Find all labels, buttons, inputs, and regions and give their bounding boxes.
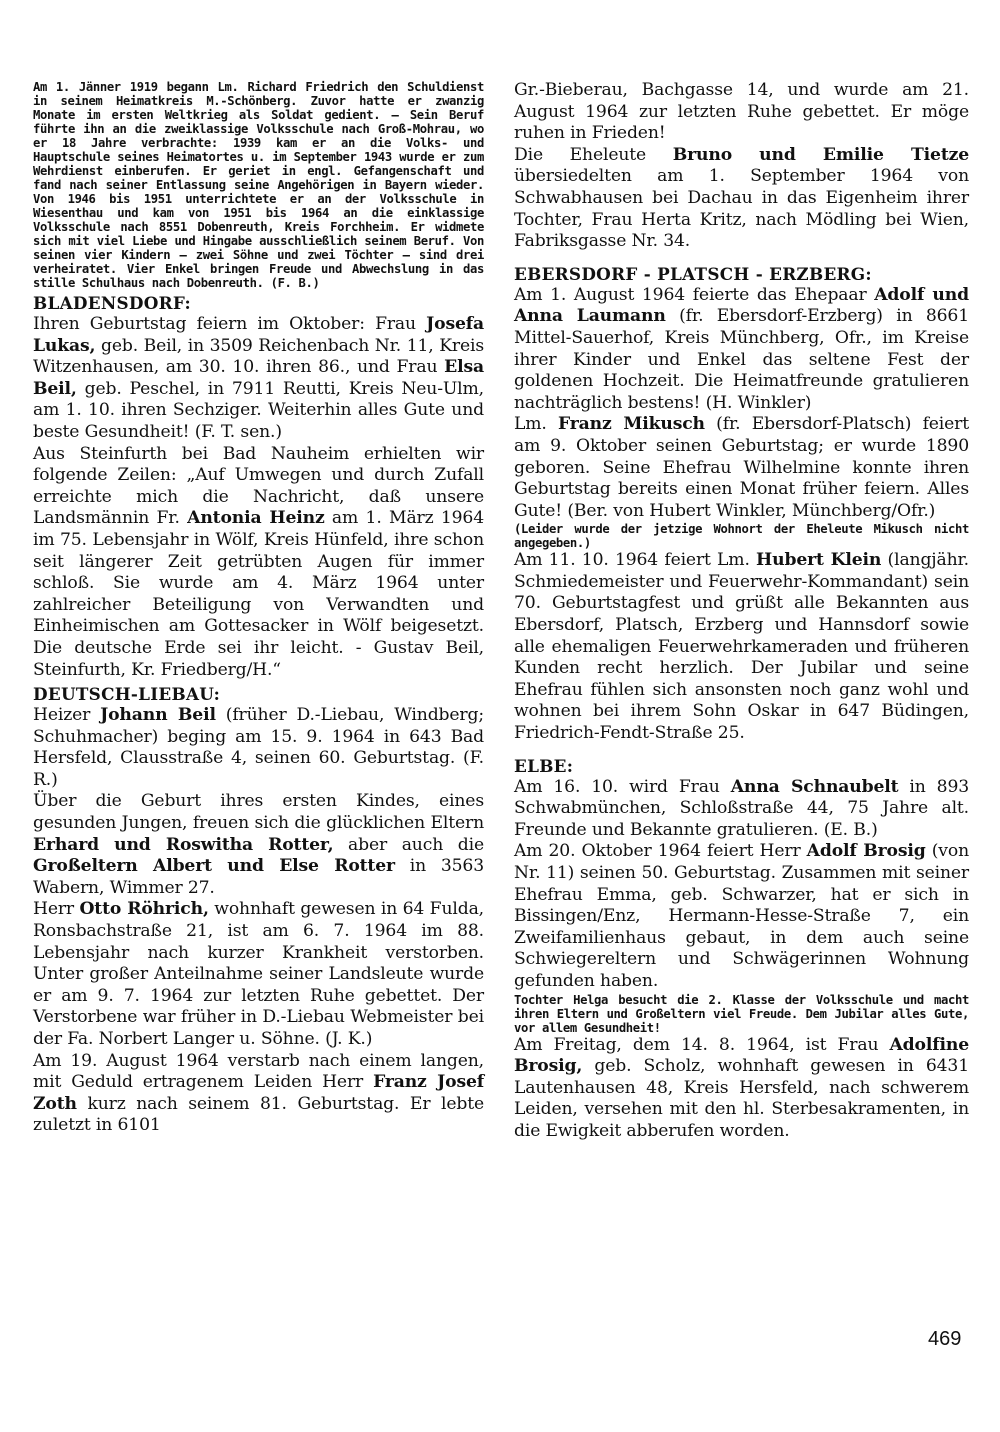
bladensdorf-obituary-paragraph: Aus Steinfurth bei Bad Nauheim erhielten wir folgende Zeilen: „Auf Umwegen und durch Zufall erreichte mich die Nachricht, daß unsere Landsmännin Fr. Antonia Heinz am 1. März 1964 im 75. Lebensjahr in Wölf, Kreis Hünfeld, ihre schon seit längerer Zeit getrübten Augen für immer schloß. Sie wurde am 4. März 1964 unter zahlreicher Beteiligung von Verwandten und Einheimischen am Gottesacker in Wölf beigesetzt. Die deutsche Erde sei ihr leicht. - Gustav Beil, Steinfurth, Kr. Friedberg/H.“ — [33, 443, 485, 680]
deutsch-liebau-obituary-paragraph: Herr Otto Röhrich, wohnhaft gewesen in 64 Fulda, Ronsbachstraße 21, ist am 6. 7. 1964 im 88. Lebensjahr nach kurzer Krankheit verstorben. Unter großer Anteilnahme seiner Landsleute wurde er am 9. 7. 1964 zur letzten Ruhe gebettet. Der Verstorbene war früher in D.-Liebau Webmeister bei der Fa. Norbert Langer u. Söhne. (J. K.) — [33, 899, 484, 1049]
elbe-brosig-birthday-paragraph: Am 20. Oktober 1964 feiert Herr Adolf Brosig (von Nr. 11) seinen 50. Geburtstag. Zusammen mit seiner Ehefrau Emma, geb. Schwarzer, hat er sich in Bissingen/Enz, Hermann-Hesse-Straße 7, ein Zweifamilienhaus gebaut, in dem auch seine Schwiegereltern und Schwägerinnen Wohnung gefunden haben. — [514, 841, 969, 991]
elbe-schnaubelt-paragraph: Am 16. 10. wird Frau Anna Schnaubelt in 893 Schwabmünchen, Schloßstraße 44, 75 Jahre alt. Freunde und Bekannte gratulieren. (E. B.) — [514, 776, 970, 840]
section-heading-deutsch-liebau: DEUTSCH-LIEBAU: — [33, 684, 221, 705]
intro-paragraph: Am 1. Jänner 1919 begann Lm. Richard Friedrich den Schuldienst in seinem Heimatkreis M.-Schönberg. Zuvor hatte er zwanzig Monate im ersten Weltkrieg als Soldat gedient. — Sein Beruf führte ihn an die zweiklassige Volksschule nach Groß-Mohrau, wo er 18 Jahre verbrachte: 1939 kam er an die Volks- und Hauptschule seines Heimatortes u. im September 1943 wurde er zum Wehrdienst einberufen. Er geriet in engl. Gefangenschaft und fand nach seiner Entlassung seine Angehörigen in Bayern wieder. Von 1946 bis 1951 unterrichtete er an der Volksschule in Wiesenthau und kam von 1951 bis 1964 an die einklassige Volksschule nach 8551 Dobenreuth, Kreis Forchheim. Er widmete sich mit viel Liebe und Hingabe ausschließlich seinem Beruf. Von seinen vier Kindern — zwei Söhne und zwei Töchter — sind drei verheiratet. Vier Enkel bringen Freude und Abwechslung in das stille Schulhaus nach Dobenreuth. (F. B.) — [33, 80, 484, 290]
section-heading-ebersdorf: EBERSDORF - PLATSCH - ERZBERG: — [514, 263, 872, 284]
ebersdorf-golden-wedding-paragraph: Am 1. August 1964 feierte das Ehepaar Adolf und Anna Laumann (fr. Ebersdorf-Erzberg) in 8661 Mittel-Sauerhof, Kreis Münchberg, Ofr., im Kreise ihrer Kinder und Enkel das seltene Fest der goldenen Hochzeit. Die Heimatfreunde gratulieren nachträglich bestens! (H. Winkler) — [514, 284, 969, 413]
section-heading-bladensdorf: BLADENSDORF: — [33, 293, 192, 313]
deutsch-liebau-birthday-paragraph: Heizer Johann Beil (früher D.-Liebau, Windberg; Schuhmacher) beging am 15. 9. 1964 in 643 Bad Hersfeld, Clausstraße 4, seinen 60. Geburtstag. (F. R.) — [33, 705, 484, 790]
section-heading-elbe: ELBE: — [514, 755, 574, 776]
elbe-brosig-obituary-paragraph: Am Freitag, dem 14. 8. 1964, ist Frau Adolfine Brosig, geb. Scholz, wohnhaft gewesen in 6431 Lautenhausen 48, Kreis Hersfeld, nach schwerem Leiden, versehen mit den hl. Sterbesakramenten, in die Ewigkeit abberufen worden. — [514, 1034, 969, 1141]
page-number: 469 — [928, 1328, 962, 1350]
bladensdorf-birthday-paragraph: Ihren Geburtstag feiern im Oktober: Frau Josefa Lukas, geb. Beil, in 3509 Reichenbach Nr. 11, Kreis Witzenhausen, am 30. 10. ihren 86., und Frau Elsa Beil, geb. Peschel, in 7911 Reutti, Kreis Neu-Ulm, am 1. 10. ihren Sechziger. Weiterhin alles Gute und beste Gesundheit! (F. T. sen.) — [33, 314, 484, 442]
deutsch-liebau-zoth-paragraph: Am 19. August 1964 verstarb nach einem langen, mit Geduld ertragenem Leiden Herr Franz Josef Zoth kurz nach seinem 81. Geburtstag. Er lebte zuletzt in 6101 — [33, 1050, 484, 1136]
ebersdorf-klein-paragraph: Am 11. 10. 1964 feiert Lm. Hubert Klein (langjähr. Schmiedemeister und Feuerwehr-Kommandant) sein 70. Geburtstagfest und grüßt alle Bekannten aus Ebersdorf, Platsch, Erzberg und Hannsdorf sowie alle ehemaligen Feuerwehrkameraden und früheren Kunden recht herzlich. Der Jubilar und seine Ehefrau fühlen sich ansonsten noch ganz wohl und wohnen bei ihrem Sohn Oskar in 647 Büdingen, Friedrich-Fendt-Straße 25. — [514, 550, 969, 744]
elbe-brosig-note: Tochter Helga besucht die 2. Klasse der Volksschule und macht ihren Eltern und Großeltern viel Freude. Dem Jubilar alles Gute, vor allem Gesundheit! — [514, 992, 969, 1035]
ebersdorf-mikusch-note: (Leider wurde der jetzige Wohnort der Eheleute Mikusch nicht angegeben.) — [514, 522, 969, 551]
deutsch-liebau-birth-paragraph: Über die Geburt ihres ersten Kindes, eines gesunden Jungen, freuen sich die glücklichen Eltern Erhard und Roswitha Rotter, aber auch die Großeltern Albert und Else Rotter in 3563 Wabern, Wimmer 27. — [33, 791, 484, 898]
ebersdorf-mikusch-paragraph: Lm. Franz Mikusch (fr. Ebersdorf-Platsch) feiert am 9. Oktober seinen Geburtstag; er wurde 1890 geboren. Seine Ehefrau Wilhelmine konnte ihren Geburtstag bereits einen Monat früher feiern. Alles Gute! (Ber. von Hubert Winkler, Münchberg/Ofr.) — [514, 414, 969, 521]
continuation-paragraph: Gr.-Bieberau, Bachgasse 14, und wurde am 21. August 1964 zur letzten Ruhe gebettet. Er möge ruhen in Frieden! — [514, 80, 969, 144]
right-column — [514, 80, 969, 1143]
tietze-paragraph: Die Eheleute Bruno und Emilie Tietze übersiedelten am 1. September 1964 von Schwabhausen bei Dachau in das Eigenheim ihrer Tochter, Frau Herta Kritz, nach Mödling bei Wien, Fabriksgasse Nr. 34. — [514, 144, 969, 252]
left-column — [33, 80, 484, 1137]
